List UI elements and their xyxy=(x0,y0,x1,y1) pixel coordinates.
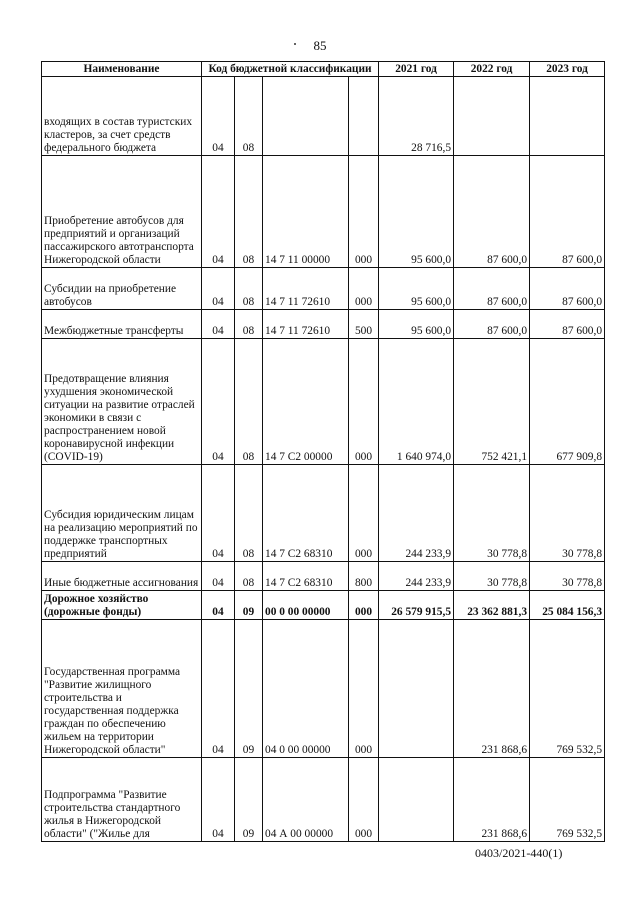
table-row xyxy=(42,591,605,620)
row-name: Межбюджетные трансферты xyxy=(42,310,202,339)
row-target-article: 00 0 00 00000 xyxy=(263,591,349,620)
row-name: входящих в состав туристских кластеров, за счет средств федерального бюджета xyxy=(42,77,202,156)
row-target-article: 04 А 00 00000 xyxy=(263,758,349,842)
row-target-article: 04 0 00 00000 xyxy=(263,620,349,758)
row-amount-2021: 28 716,5 xyxy=(379,77,454,156)
table-row xyxy=(42,156,605,268)
table-row xyxy=(42,310,605,339)
row-target-article: 14 7 C2 68310 xyxy=(263,562,349,591)
row-amount-2023: 30 778,8 xyxy=(530,465,605,562)
row-subsection: 08 xyxy=(235,310,263,339)
budget-table xyxy=(41,61,605,842)
row-amount-2022: 87 600,0 xyxy=(454,310,530,339)
row-expense-type: 000 xyxy=(349,620,379,758)
header-name: Наименование xyxy=(42,62,202,77)
row-name: Иные бюджетные ассигнования xyxy=(42,562,202,591)
row-section: 04 xyxy=(202,310,235,339)
row-target-article: 14 7 11 72610 xyxy=(263,310,349,339)
row-section: 04 xyxy=(202,591,235,620)
row-amount-2023: 677 909,8 xyxy=(530,339,605,465)
row-amount-2022: 30 778,8 xyxy=(454,562,530,591)
row-amount-2023: 25 084 156,3 xyxy=(530,591,605,620)
row-amount-2021: 244 233,9 xyxy=(379,465,454,562)
row-expense-type: 000 xyxy=(349,758,379,842)
row-amount-2023: 87 600,0 xyxy=(530,310,605,339)
header-code: Код бюджетной классификации xyxy=(202,62,379,77)
row-target-article xyxy=(263,77,349,156)
table-row xyxy=(42,620,605,758)
row-amount-2021: 1 640 974,0 xyxy=(379,339,454,465)
page-number: 85 xyxy=(313,38,327,53)
row-name: Приобретение автобусов для предприятий и организаций пассажирского автотранспорта Нижегородской области xyxy=(42,156,202,268)
row-section: 04 xyxy=(202,620,235,758)
table-row xyxy=(42,758,605,842)
row-target-article: 14 7 C2 68310 xyxy=(263,465,349,562)
row-subsection: 08 xyxy=(235,268,263,310)
row-name: Субсидия юридическим лицам на реализацию мероприятий по поддержке транспортных предприятий xyxy=(42,465,202,562)
table-row xyxy=(42,465,605,562)
row-amount-2022: 87 600,0 xyxy=(454,268,530,310)
row-expense-type: 000 xyxy=(349,268,379,310)
row-name: Предотвращение влияния ухудшения экономической ситуации на развитие отраслей экономики в связи с распространением новой коронавирусной инфекции (COVID-19) xyxy=(42,339,202,465)
row-amount-2021: 244 233,9 xyxy=(379,562,454,591)
row-expense-type: 800 xyxy=(349,562,379,591)
row-expense-type: 000 xyxy=(349,156,379,268)
row-amount-2022: 87 600,0 xyxy=(454,156,530,268)
row-section: 04 xyxy=(202,77,235,156)
row-amount-2023: 769 532,5 xyxy=(530,620,605,758)
row-amount-2021: 26 579 915,5 xyxy=(379,591,454,620)
header-2023: 2023 год xyxy=(530,62,605,77)
row-amount-2023: 769 532,5 xyxy=(530,758,605,842)
row-expense-type: 000 xyxy=(349,591,379,620)
header-2022: 2022 год xyxy=(454,62,530,77)
row-section: 04 xyxy=(202,465,235,562)
row-amount-2023: 87 600,0 xyxy=(530,156,605,268)
row-amount-2021: 95 600,0 xyxy=(379,310,454,339)
row-name: Государственная программа "Развитие жилищного строительства и государственная поддержка граждан по обеспечению жильем на территории Нижегородской области" xyxy=(42,620,202,758)
row-amount-2021 xyxy=(379,758,454,842)
row-amount-2022: 231 868,6 xyxy=(454,758,530,842)
row-subsection: 09 xyxy=(235,758,263,842)
row-name: Подпрограмма "Развитие строительства стандартного жилья в Нижегородской области" ("Жилье для xyxy=(42,758,202,842)
row-section: 04 xyxy=(202,156,235,268)
row-target-article: 14 7 11 72610 xyxy=(263,268,349,310)
table-row xyxy=(42,268,605,310)
header-2021: 2021 год xyxy=(379,62,454,77)
table-row xyxy=(42,77,605,156)
row-expense-type xyxy=(349,77,379,156)
row-amount-2023: 30 778,8 xyxy=(530,562,605,591)
scan-speck xyxy=(294,43,296,45)
row-subsection: 08 xyxy=(235,339,263,465)
row-amount-2022: 752 421,1 xyxy=(454,339,530,465)
row-section: 04 xyxy=(202,339,235,465)
row-target-article: 14 7 11 00000 xyxy=(263,156,349,268)
row-amount-2021 xyxy=(379,620,454,758)
row-subsection: 09 xyxy=(235,591,263,620)
row-amount-2021: 95 600,0 xyxy=(379,268,454,310)
row-section: 04 xyxy=(202,758,235,842)
row-amount-2023: 87 600,0 xyxy=(530,268,605,310)
row-subsection: 09 xyxy=(235,620,263,758)
row-subsection: 08 xyxy=(235,562,263,591)
row-subsection: 08 xyxy=(235,77,263,156)
row-expense-type: 000 xyxy=(349,465,379,562)
row-subsection: 08 xyxy=(235,156,263,268)
row-amount-2021: 95 600,0 xyxy=(379,156,454,268)
row-amount-2022: 30 778,8 xyxy=(454,465,530,562)
row-amount-2022: 23 362 881,3 xyxy=(454,591,530,620)
row-expense-type: 500 xyxy=(349,310,379,339)
row-name: Субсидии на приобретение автобусов xyxy=(42,268,202,310)
row-amount-2022 xyxy=(454,77,530,156)
document-code: 0403/2021-440(1) xyxy=(475,846,563,860)
table-header-row xyxy=(42,62,605,77)
row-amount-2023 xyxy=(530,77,605,156)
row-name: Дорожное хозяйство (дорожные фонды) xyxy=(42,591,202,620)
table-row xyxy=(42,562,605,591)
row-target-article: 14 7 C2 00000 xyxy=(263,339,349,465)
row-section: 04 xyxy=(202,268,235,310)
row-amount-2022: 231 868,6 xyxy=(454,620,530,758)
row-subsection: 08 xyxy=(235,465,263,562)
table-row xyxy=(42,339,605,465)
row-section: 04 xyxy=(202,562,235,591)
row-expense-type: 000 xyxy=(349,339,379,465)
